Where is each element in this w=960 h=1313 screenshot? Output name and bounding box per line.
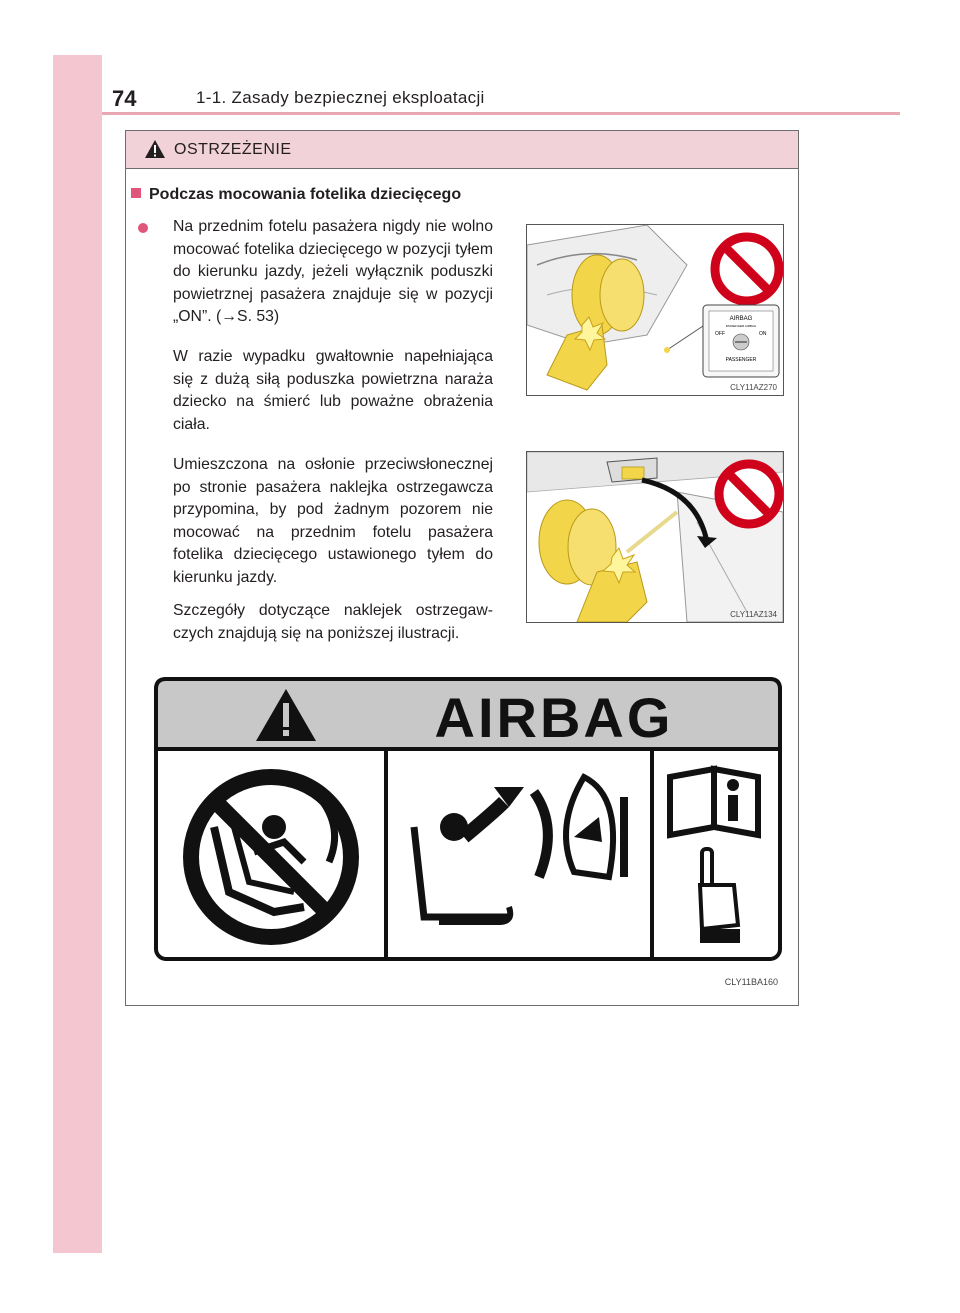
label-airbag-title: AIRBAG xyxy=(434,686,674,749)
read-manual-icon xyxy=(670,769,758,835)
paragraph-4: Szczegóły dotyczące naklejek ostrzegawczych znajdują się na poniższej ilustracji. xyxy=(173,602,493,642)
figure-1-caption: CLY11AZ270 xyxy=(730,383,777,392)
page-number: 74 xyxy=(112,86,137,111)
paragraph-2: W razie wypadku gwałtownie napełniająca się z dużą siłą poduszka powietrzna naraża dziecko na śmierć lub poważne obrażenia ciała. xyxy=(173,348,493,433)
no-rear-facing-seat-icon xyxy=(191,777,351,937)
switch-on: ON xyxy=(759,331,767,337)
figure-sun-visor xyxy=(526,451,784,623)
dashboard-airbag-illustration xyxy=(527,225,783,395)
round-bullet-icon xyxy=(138,223,148,233)
header-rule xyxy=(102,112,900,115)
warning-triangle-icon xyxy=(144,139,166,159)
square-bullet-icon xyxy=(131,188,141,198)
switch-sub: PASSENGER AIRBAG xyxy=(725,324,757,328)
warning-header xyxy=(126,131,798,169)
paragraph-1: Na przednim fotelu pasażera nigdy nie wolno mocować fotelika dziecięcego w pozycji tyłem do kierunku jazdy, jeżeli wyłącznik poduszki powietrznej pasażera znajduje się w pozycji „ON”. (→S. 53) xyxy=(173,218,493,325)
paragraph-3: Umieszczona na osłonie przeciwsłonecznej po stronie pasażera naklejka ostrzegawcza przypomina, by pod żadnym pozorem nie mocować na przednim fotelu pasażera fotelika dziecięcego ustawionego tyłem do kierunku jazdy. xyxy=(173,456,493,586)
switch-label: AIRBAG xyxy=(729,316,753,322)
side-tab xyxy=(53,55,102,1253)
airbag-warning-label xyxy=(154,677,782,961)
section-title: 1-1. Zasady bezpiecznej eksploatacji xyxy=(196,88,485,107)
switch-passenger: PASSENGER xyxy=(725,357,757,363)
warning-box xyxy=(125,130,799,1006)
figure-airbag-switch xyxy=(526,224,784,396)
switch-off: OFF xyxy=(715,331,725,337)
warning-title: OSTRZEŻENIE xyxy=(174,141,292,158)
figure-2-caption: CLY11AZ134 xyxy=(730,610,777,619)
label-caption: CLY11BA160 xyxy=(724,977,778,987)
subheading-text: Podczas mocowania fotelika dziecięcego xyxy=(149,186,462,203)
sun-visor-illustration xyxy=(527,452,783,622)
subheading xyxy=(131,186,461,204)
